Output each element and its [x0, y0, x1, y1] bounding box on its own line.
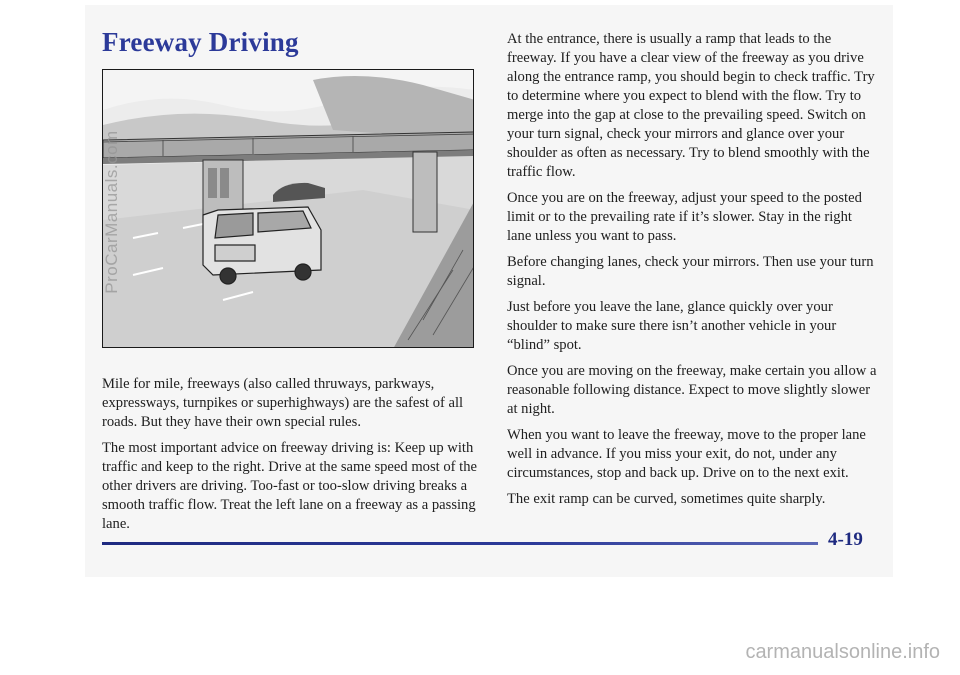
footer-rule [102, 542, 818, 545]
paragraph-exit-ramp: The exit ramp can be curved, sometimes quite sharply. [507, 491, 826, 507]
bottom-watermark: carmanualsonline.info [745, 641, 940, 663]
right-text-column [507, 30, 879, 516]
side-watermark: ProCarManuals.com [102, 130, 121, 294]
paragraph-blind-spot: Just before you leave the lane, glance quickly over your shoulder to make sure there isn’t another vehicle in your “blind” spot. [507, 299, 837, 353]
page-heading: Freeway Driving [102, 27, 299, 57]
paragraph-changing-lanes: Before changing lanes, check your mirrors. Then use your turn signal. [507, 254, 874, 289]
paragraph-important-advice: The most important advice on freeway driving is: Keep up with traffic and keep to the right. Drive at the same speed most of the other drivers are driving. Too-fast or too-slow driving breaks a smooth traffic flow. Treat the left lane on a freeway as a passing lane. [102, 440, 477, 532]
paragraph-adjust-speed: Once you are on the freeway, adjust your speed to the posted limit or to the prevailing rate if it’s slower. Stay in the right lane unless you want to pass. [507, 190, 862, 244]
paragraph-entrance-ramp: At the entrance, there is usually a ramp that leads to the freeway. If you have a clear view of the freeway as you drive along the entrance ramp, you should begin to check traffic. Try to determine where you expect to blend with the flow. Try to merge into the gap at close to the prevailing speed. Switch on your turn signal, check your mirrors and glance over your shoulder as often as necessary. Try to blend smoothly with the traffic flow. [507, 31, 875, 180]
page-number: 4-19 [828, 529, 863, 550]
freeway-illustration [102, 69, 474, 348]
paragraph-following-distance: Once you are moving on the freeway, make certain you allow a reasonable following distance. Expect to move slightly slower at night. [507, 363, 877, 417]
paragraph-freeways-safest: Mile for mile, freeways (also called thruways, parkways, expressways, turnpikes or superhighways) are the safest of all roads. But they have their own special rules. [102, 376, 464, 430]
paragraph-leave-freeway: When you want to leave the freeway, move to the proper lane well in advance. If you miss your exit, do not, under any circumstances, stop and back up. Drive on to the next exit. [507, 427, 866, 481]
left-text-column [102, 375, 478, 541]
